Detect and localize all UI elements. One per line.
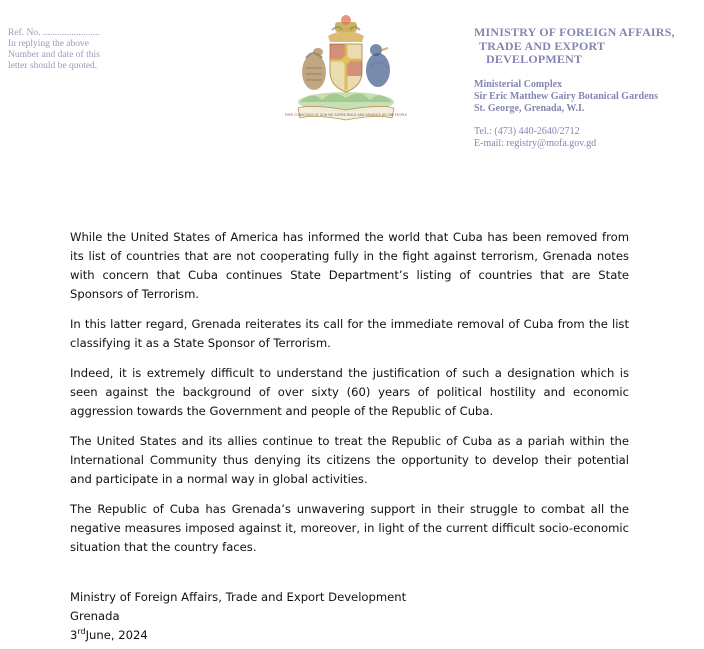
ref-instruction-line: In replying the above (8, 39, 89, 49)
coat-of-arms-seal (284, 10, 408, 128)
statement-paragraph: Indeed, it is extremely difficult to understand the justification of such a designation which is seen against the background of over sixty (60) years of political hostility and economic aggression towards the Government and people of the Republic of Cuba. (70, 366, 629, 418)
reference-note (8, 28, 104, 72)
ministry-contact (474, 126, 698, 150)
telephone: Tel.: (473) 440-2640/2712 (474, 125, 580, 137)
ref-instruction-line: letter should be quoted. (8, 61, 98, 71)
ministry-title-line: TRADE AND EXPORT (479, 38, 606, 53)
signoff-date (70, 626, 470, 645)
statement-paragraph: In this latter regard, Grenada reiterates its call for the immediate removal of Cuba from the list classifying it as a State Sponsor of Terrorism. (70, 317, 629, 350)
ministry-address (474, 79, 698, 115)
statement-paragraph: While the United States of America has informed the world that Cuba has been removed from its list of countries that are not cooperating fully in the fight against terrorism, Grenada notes with concern that Cuba continues State Department’s listing of countries that are State Sponsors of Terrorism. (70, 230, 629, 301)
statement-body (70, 228, 629, 568)
ref-instruction-line: Number and date of this (8, 50, 100, 60)
ministry-title-line: DEVELOPMENT (486, 52, 583, 66)
date-month-year: June, 2024 (85, 628, 148, 642)
ministry-letterhead (474, 26, 698, 150)
ministry-title (474, 26, 698, 67)
signoff-ministry: Ministry of Foreign Affairs, Trade and Export Development (70, 590, 407, 604)
statement-paragraph: The United States and its allies continue to treat the Republic of Cuba as a pariah within the International Community thus denying its citizens the opportunity to develop their potential and participate in a normal way in global activities. (70, 434, 629, 486)
ministry-title-line: MINISTRY OF FOREIGN AFFAIRS, (474, 25, 675, 39)
date-day: 3 (70, 628, 78, 642)
crest-motto: EVER CONSCIOUS OF GOD WE ASPIRE BUILD AND ADVANCE AS ONE PEOPLE (284, 113, 408, 117)
coat-of-arms-icon (284, 10, 408, 128)
statement-paragraph: The Republic of Cuba has Grenada’s unwavering support in their struggle to combat all the negative measures imposed against it, moreover, in light of the current difficult socio-economic situation that the country faces. (70, 502, 629, 554)
address-line: Sir Eric Matthew Gairy Botanical Gardens (474, 90, 658, 102)
signoff-country: Grenada (70, 609, 120, 623)
address-line: Ministerial Complex (474, 78, 563, 90)
signoff-block (70, 588, 470, 645)
address-line: St. George, Grenada, W.I. (474, 102, 585, 114)
date-ordinal-suffix: rd (77, 627, 86, 637)
ref-number-line: Ref. No. ........................ (8, 28, 100, 38)
email-address: E-mail: registry@mofa.gov.gd (474, 137, 597, 149)
